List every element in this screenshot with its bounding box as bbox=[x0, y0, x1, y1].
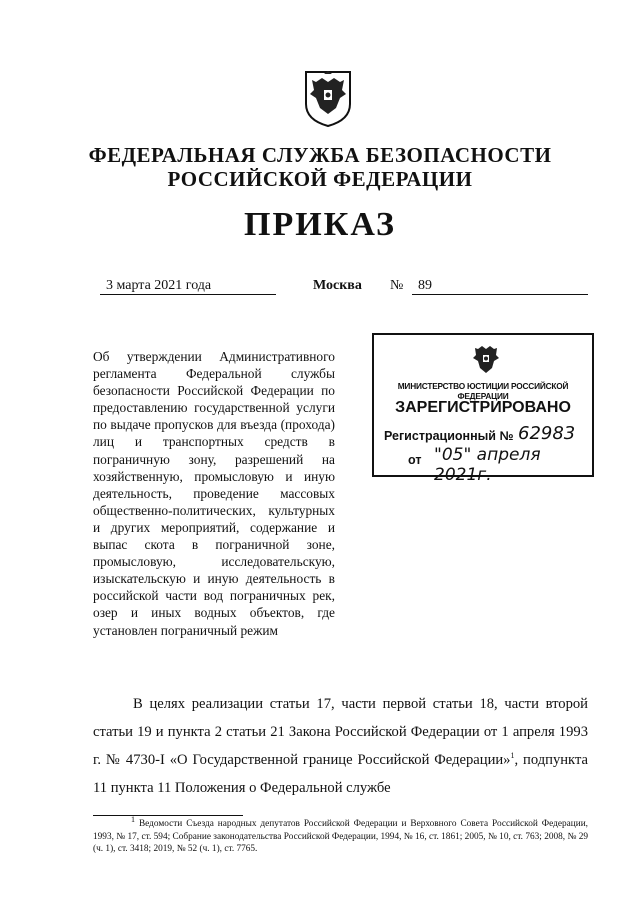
order-city: Москва bbox=[313, 278, 362, 293]
footnote-reference: 1 bbox=[510, 751, 515, 761]
order-subject: Об утверждении Административного регламента Федеральной службы безопасности Российской Федерации по предоставлению государственной услуги по выдаче пропусков для въезда (прохода) лиц и транспортных средств в пограничную зону, разрешений на хозяйственную, промысловую и иную деятельность, проведение массовых общественно-политических, культурных и других мероприятий, содержание и выпас скота в пограничной зоне, промысловую, исследовательскую, изыскательскую и иную деятельность в российской части вод пограничных рек, озер и иных водных объектов, где установлен пограничный режим bbox=[93, 349, 335, 638]
document-type: ПРИКАЗ bbox=[244, 206, 396, 243]
body-text-part2: , подпункта 11 пункта 11 Положения о Федеральной службе bbox=[93, 752, 588, 796]
stamp-registration-number-label: Регистрационный № bbox=[384, 429, 514, 443]
footnote-divider bbox=[93, 815, 243, 816]
body-text-part1: В целях реализации статьи 17, части первой статьи 18, части второй статьи 19 и пункта 2 статьи 21 Закона Российской Федерации от 1 апреля 1993 г. № 4730-I «О Государственной границе Российской Федерации» bbox=[93, 696, 588, 768]
organization-name-line1: ФЕДЕРАЛЬНАЯ СЛУЖБА БЕЗОПАСНОСТИ bbox=[88, 143, 552, 167]
order-number: 89 bbox=[412, 278, 588, 295]
organization-name-line2: РОССИЙСКОЙ ФЕДЕРАЦИИ bbox=[167, 167, 473, 191]
stamp-registered-label: ЗАРЕГИСТРИРОВАНО bbox=[395, 399, 571, 416]
order-date: 3 марта 2021 года bbox=[100, 278, 276, 295]
footnote bbox=[93, 814, 588, 856]
stamp-registration-number: 62983 bbox=[518, 423, 576, 444]
stamp-date-label: от bbox=[408, 453, 422, 467]
order-body-paragraph bbox=[93, 690, 588, 802]
stamp-ministry-name: МИНИСТЕРСТВО ЮСТИЦИИ РОССИЙСКОЙ ФЕДЕРАЦИИ bbox=[397, 381, 569, 401]
double-headed-eagle-icon bbox=[470, 343, 502, 377]
order-number-label: № bbox=[390, 278, 404, 293]
footnote-marker: 1 bbox=[131, 814, 135, 824]
registration-stamp bbox=[372, 333, 594, 485]
double-headed-eagle-icon bbox=[302, 68, 354, 128]
footnote-text: Ведомости Съезда народных депутатов Российской Федерации и Верховного Совета Российской Федерации, 1993, № 17, ст. 594; Собрание законодательства Российской Федерации, 1994, № 16, ст. 1861; 2005, № 10, ст. 763; 2008, № 29 (ч. 1), ст. 3418; 2019, № 52 (ч. 1), ст. 7765. bbox=[93, 819, 588, 855]
stamp-registration-date: "05" апреля 2021г. bbox=[434, 445, 541, 485]
